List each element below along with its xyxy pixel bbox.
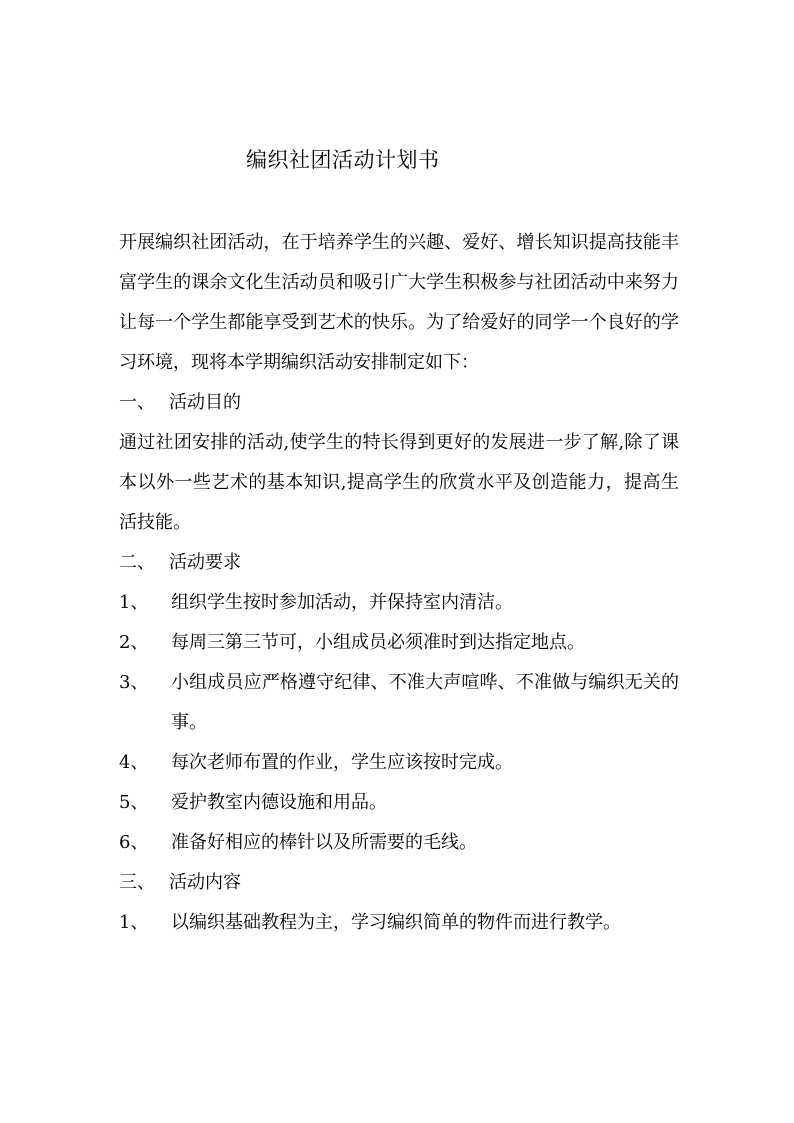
section-heading-purpose — [119, 383, 679, 423]
section-heading-text: 活动目的 — [169, 392, 241, 413]
section-number: 二、 — [119, 552, 155, 573]
list-item — [119, 623, 679, 663]
section-heading-requirements — [119, 543, 679, 583]
item-text: 以编织基础教程为主，学习编织简单的物件而进行教学。 — [171, 912, 621, 933]
list-item — [119, 903, 679, 943]
item-number: 4、 — [119, 752, 149, 773]
purpose-paragraph: 通过社团安排的活动,使学生的特长得到更好的发展进一步了解,除了课本以外一些艺术的基本知识,提高学生的欣赏水平及创造能力，提高生活技能。 — [119, 432, 679, 533]
item-number: 2、 — [119, 632, 149, 653]
item-number: 6、 — [119, 832, 149, 853]
item-number: 1、 — [119, 592, 149, 613]
list-item — [119, 823, 679, 863]
item-text: 准备好相应的棒针以及所需要的毛线。 — [171, 832, 477, 853]
section-heading-text: 活动要求 — [169, 552, 241, 573]
item-number: 3、 — [119, 672, 149, 693]
section-heading-text: 活动内容 — [169, 872, 241, 893]
section-number: 一、 — [119, 392, 155, 413]
section-number: 三、 — [119, 872, 155, 893]
item-text: 爱护教室内德设施和用品。 — [171, 792, 387, 813]
intro-paragraph: 开展编织社团活动，在于培养学生的兴趣、爱好、增长知识提高技能丰富学生的课余文化生活动员和吸引广大学生积极参与社团活动中来努力让每一个学生都能享受到艺术的快乐。为了给爱好的同学一个良好的学习环境，现将本学期编织活动安排制定如下： — [119, 232, 679, 373]
list-item — [119, 583, 679, 623]
item-text: 每次老师布置的作业，学生应该按时完成。 — [171, 752, 513, 773]
item-text: 每周三第三节可，小组成员必须准时到达指定地点。 — [171, 632, 585, 653]
section-heading-content — [119, 863, 679, 903]
document-title: 编织社团活动计划书 — [246, 148, 440, 172]
document-body — [119, 223, 679, 943]
list-item — [119, 783, 679, 823]
item-number: 5、 — [119, 792, 149, 813]
item-number: 1、 — [119, 912, 149, 933]
list-item — [119, 663, 679, 743]
list-item — [119, 743, 679, 783]
item-text: 小组成员应严格遵守纪律、不准大声喧哗、不准做与编织无关的事。 — [171, 672, 679, 733]
item-text: 组织学生按时参加活动，并保持室内清洁。 — [171, 592, 513, 613]
